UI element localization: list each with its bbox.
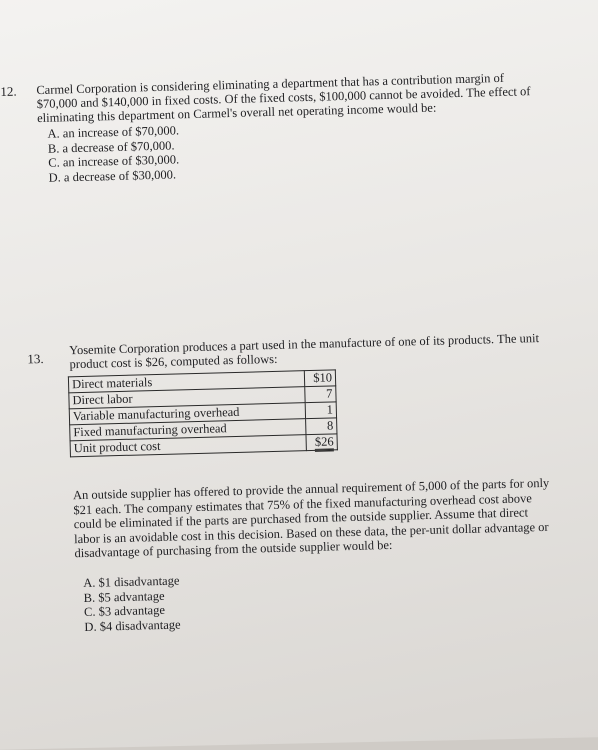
cost-label: Variable manufacturing overhead (69, 403, 305, 425)
choice-12-a: A. an increase of $70,000. (47, 123, 180, 141)
choice-13-b: B. $5 advantage (83, 588, 165, 605)
choice-13-c: C. $3 advantage (83, 602, 166, 620)
question-13-intro: Yosemite Corporation produces a part used in the manufacture of one of its products. The unit product cost is $26, computed as follows: (69, 331, 540, 372)
cost-label: Unit product cost (70, 435, 306, 457)
question-13-choices (83, 574, 181, 634)
cost-label: Direct labor (69, 387, 305, 409)
cost-label: Direct materials (68, 371, 304, 393)
choice-13-d: D. $4 disadvantage (84, 616, 181, 634)
cost-value: 7 (305, 386, 336, 403)
question-13-number: 13. (27, 350, 44, 367)
choice-12-b: B. a decrease of $70,000. (47, 137, 175, 156)
unit-cost-table (68, 369, 338, 457)
question-13-body: An outside supplier has offered to provide the annual requirement of 5,000 of the parts for only $21 each. The company estimates that 75% of the fixed manufacturing overhead cost above could be eliminated if the parts are purchased from the outside supplier. Assume that direct labor is an avoidable cost in this decision. Based on these data, the per-unit dollar advantage or disadvantage of purchasing from the outside supplier would be: (72, 475, 550, 561)
cost-value: $26 (315, 434, 334, 451)
question-12-text: Carmel Corporation is considering eliminating a department that has a contribution margin of $70,000 and $140,000 in fixed costs. Of the fixed costs, $100,000 cannot be avoided. The effect of eliminating this department on Carmel's overall net operating income would be: (36, 70, 531, 126)
choice-13-a: A. $1 disadvantage (83, 573, 180, 591)
cost-value: $10 (304, 370, 335, 387)
question-12-number: 12. (0, 83, 17, 100)
choice-12-d: D. a decrease of $30,000. (48, 166, 177, 185)
question-12-choices (47, 123, 180, 184)
cost-label: Fixed manufacturing overhead (70, 419, 306, 441)
choice-12-c: C. an increase of $30,000. (48, 152, 180, 170)
cost-value: 8 (306, 418, 337, 435)
cost-value: 1 (305, 402, 336, 419)
